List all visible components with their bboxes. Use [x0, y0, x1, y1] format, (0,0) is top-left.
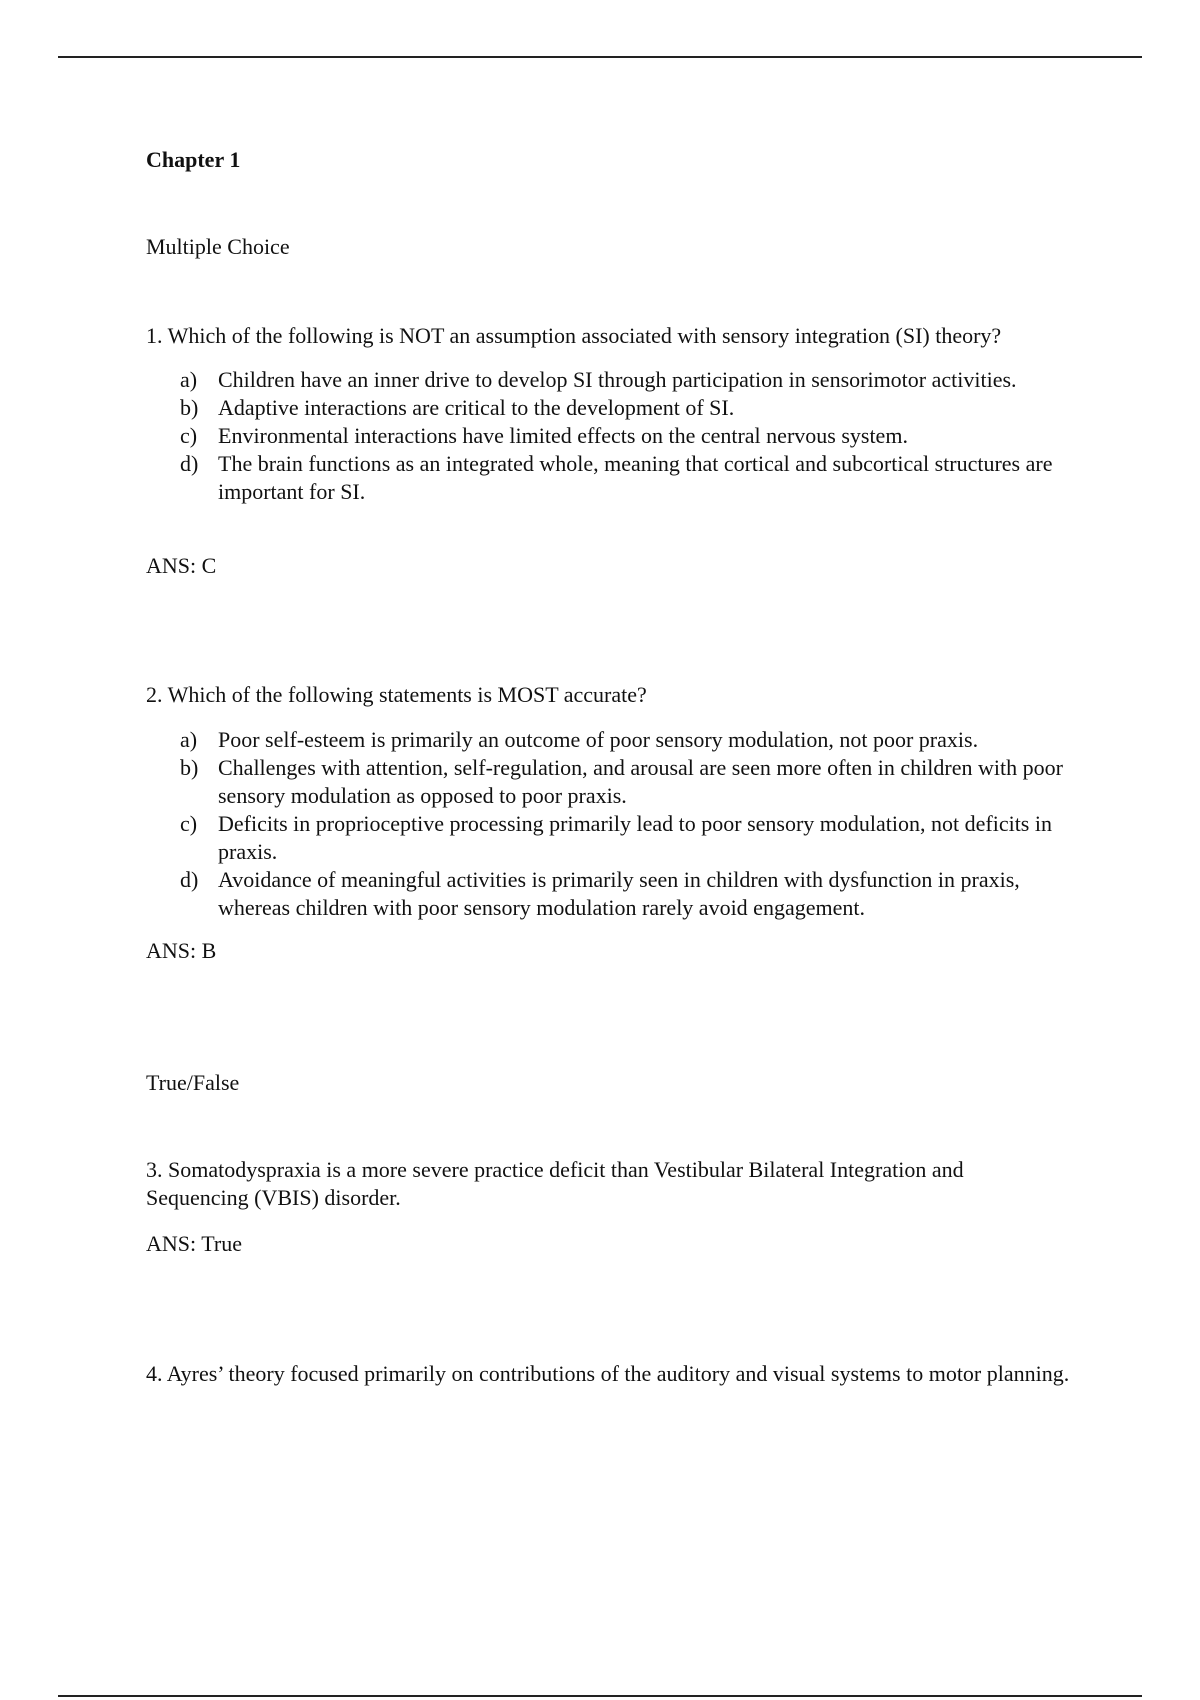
option-letter: b) [180, 755, 199, 780]
option-text: Poor self-esteem is primarily an outcome of poor sensory modulation, not poor praxis. [218, 727, 979, 752]
option-letter: c) [180, 423, 198, 448]
option-text: Avoidance of meaningful activities is primarily seen in children with dysfunction in praxis, whereas children with poor sensory modulation rarely avoid engagement. [218, 867, 1020, 920]
question-2 [146, 681, 1106, 709]
question-2-text: 2. Which of the following statements is MOST accurate? [146, 682, 647, 707]
option-text: Adaptive interactions are critical to the development of SI. [218, 395, 735, 420]
answer-3: ANS: True [146, 1231, 242, 1256]
question-1 [146, 322, 1106, 350]
option-2a [146, 726, 1078, 754]
option-text: Environmental interactions have limited effects on the central nervous system. [218, 423, 908, 448]
bottom-rule [58, 1695, 1142, 1697]
section-heading-true-false: True/False [146, 1070, 240, 1095]
top-rule [58, 56, 1142, 58]
option-2d [146, 866, 1078, 922]
option-2c [146, 810, 1078, 866]
option-text: The brain functions as an integrated whole, meaning that cortical and subcortical structures are important for SI. [218, 451, 1053, 504]
section-heading-multiple-choice: Multiple Choice [146, 234, 290, 259]
option-2b [146, 754, 1078, 810]
option-text: Deficits in proprioceptive processing primarily lead to poor sensory modulation, not deficits in praxis. [218, 811, 1052, 864]
option-text: Children have an inner drive to develop SI through participation in sensorimotor activities. [218, 367, 1017, 392]
question-4-text: 4. Ayres’ theory focused primarily on contributions of the auditory and visual systems to motor planning. [146, 1361, 1070, 1386]
option-letter: d) [180, 867, 199, 892]
option-1d [146, 450, 1078, 506]
question-3 [146, 1156, 1066, 1212]
option-letter: d) [180, 451, 199, 476]
chapter-title: Chapter 1 [146, 147, 241, 172]
question-2-options [146, 726, 1106, 922]
question-1-options [146, 366, 1106, 506]
option-letter: a) [180, 367, 198, 392]
option-1b [146, 394, 1078, 422]
option-letter: c) [180, 811, 198, 836]
option-1a [146, 366, 1078, 394]
option-letter: b) [180, 395, 199, 420]
question-1-text: 1. Which of the following is NOT an assumption associated with sensory integration (SI) theory? [146, 323, 1002, 348]
option-letter: a) [180, 727, 198, 752]
question-3-text: 3. Somatodyspraxia is a more severe practice deficit than Vestibular Bilateral Integration and Sequencing (VBIS) disorder. [146, 1157, 964, 1210]
answer-2: ANS: B [146, 938, 217, 963]
option-1c [146, 422, 1078, 450]
option-text: Challenges with attention, self-regulation, and arousal are seen more often in children with poor sensory modulation as opposed to poor praxis. [218, 755, 1063, 808]
answer-1: ANS: C [146, 553, 217, 578]
question-4 [146, 1360, 1086, 1388]
